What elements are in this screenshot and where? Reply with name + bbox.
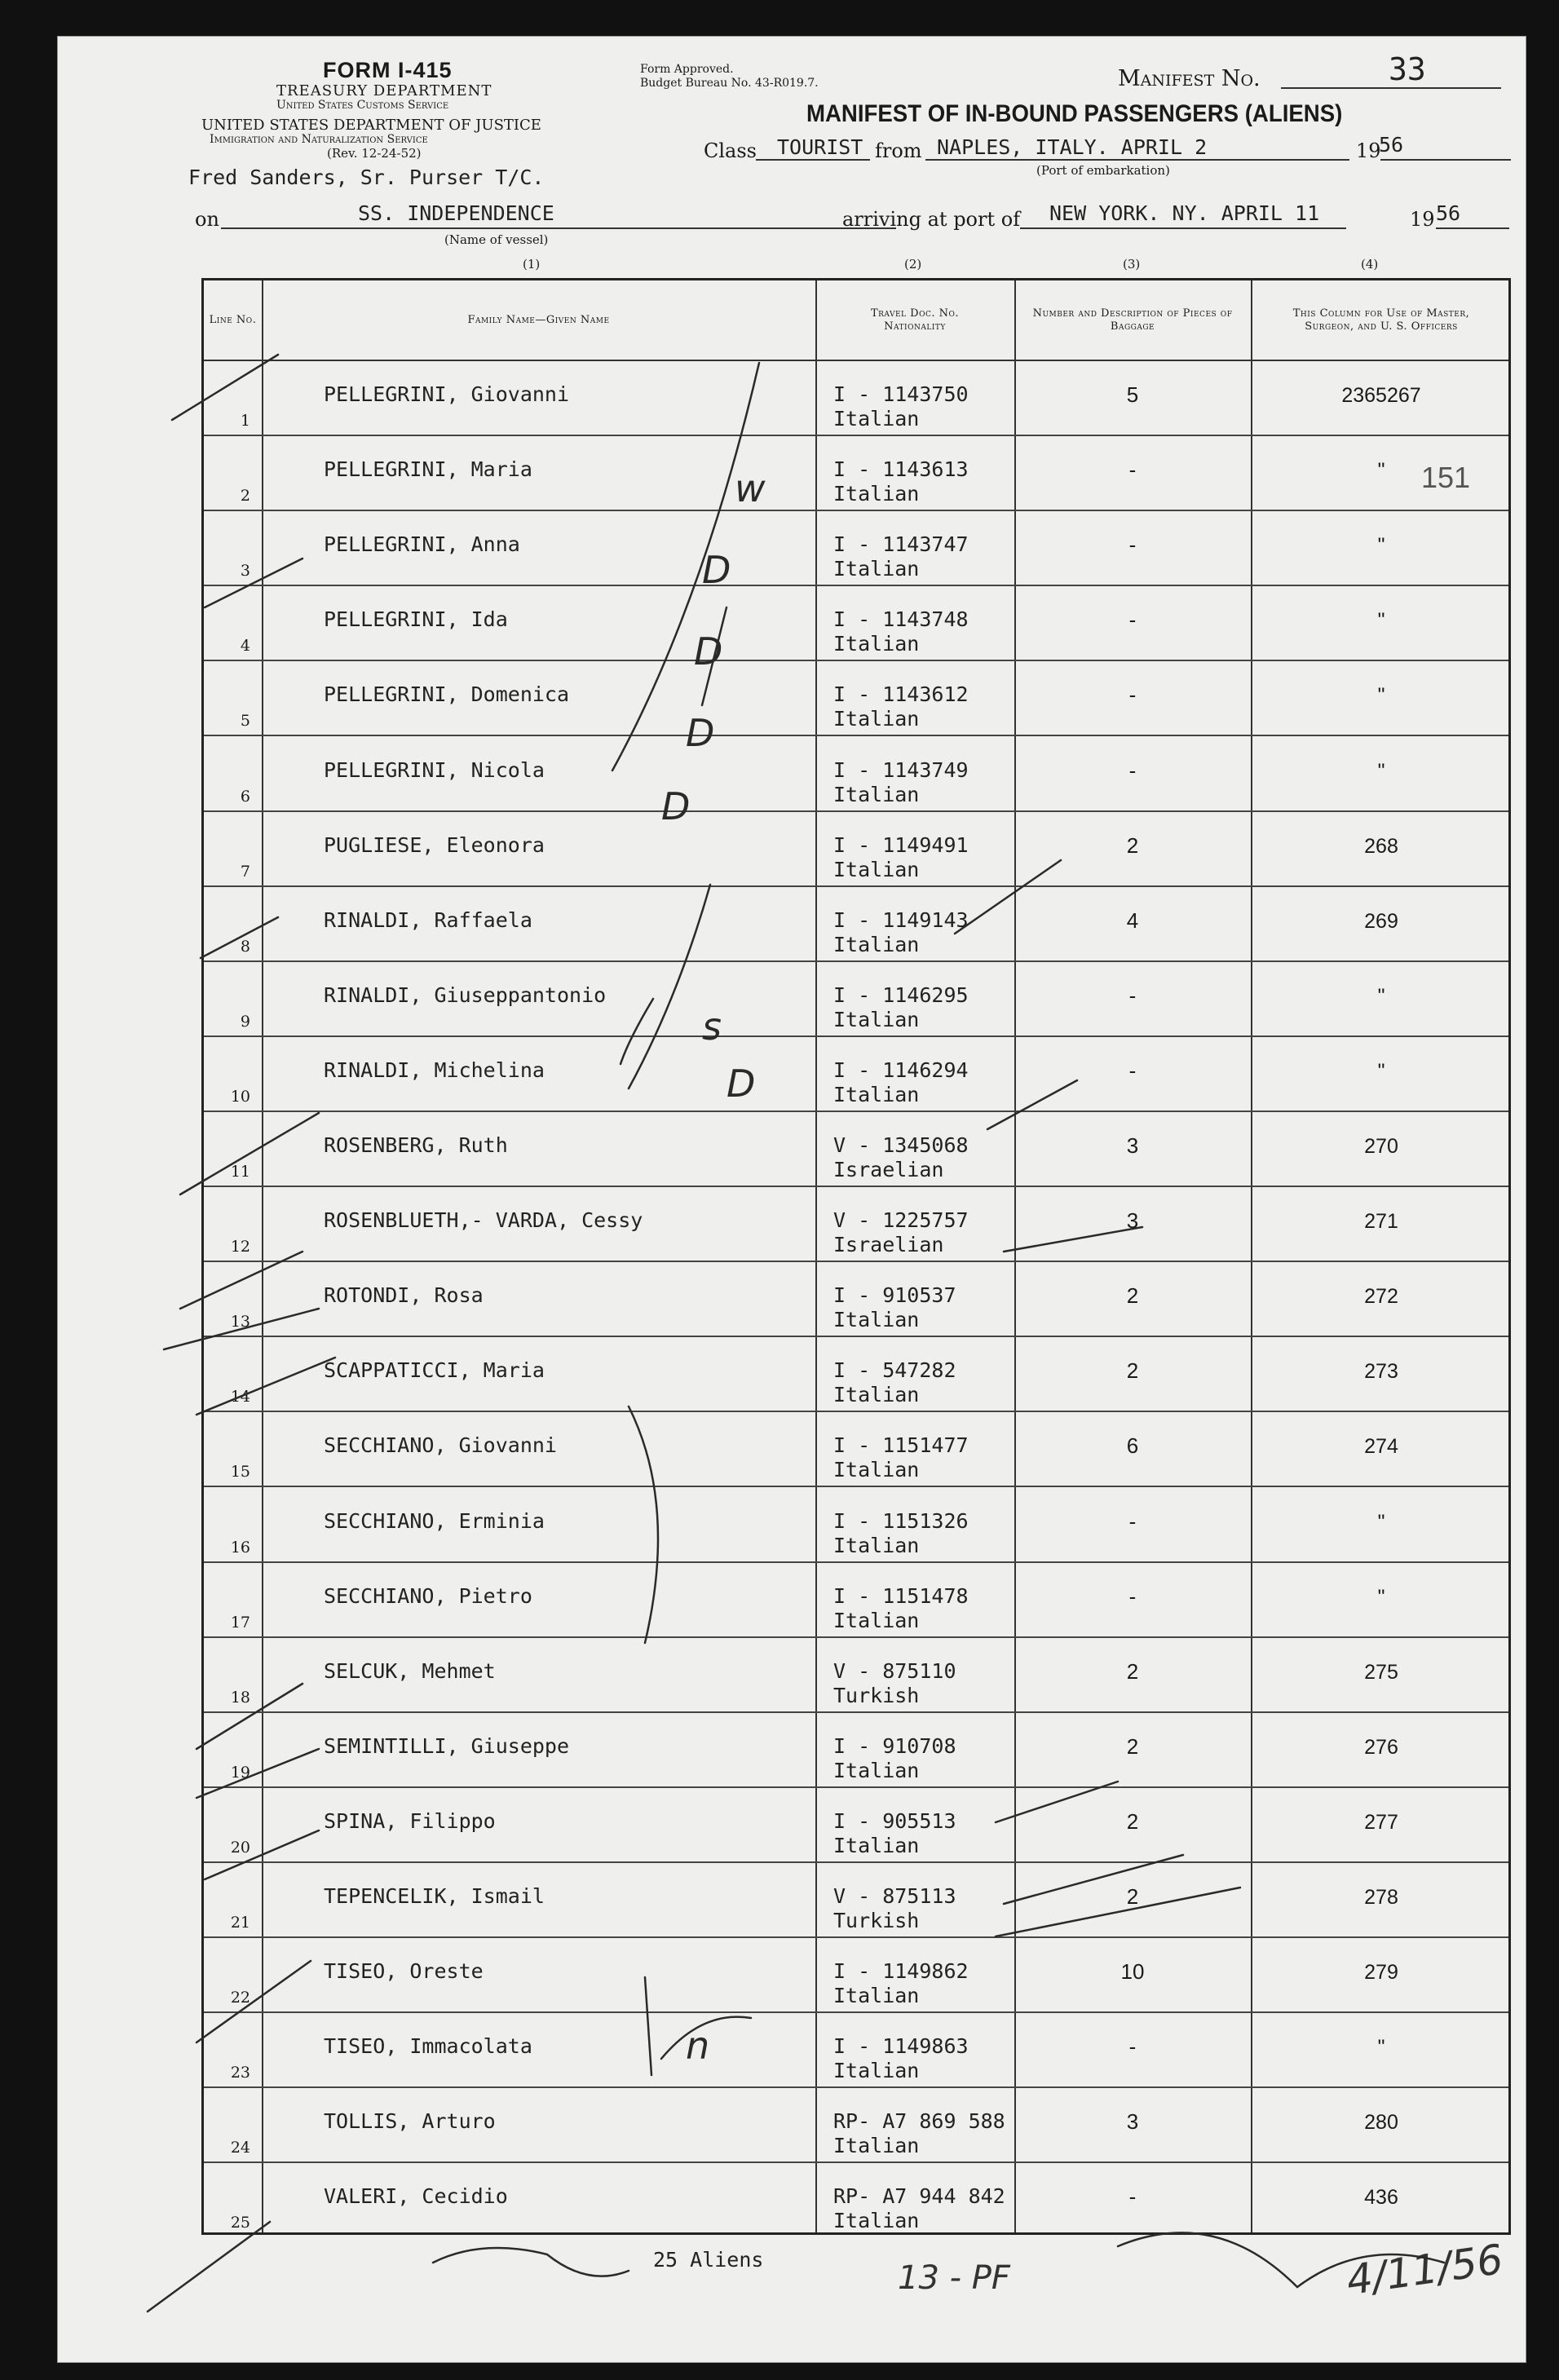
officer-note: " bbox=[1377, 1510, 1385, 1534]
officer-note: " bbox=[1377, 1585, 1385, 1609]
passenger-name: SECCHIANO, Giovanni bbox=[324, 1433, 557, 1458]
line-number: 6 bbox=[240, 787, 250, 806]
officer-note: 268 bbox=[1364, 834, 1398, 858]
travel-doc-number: I - 1149491 bbox=[833, 832, 969, 857]
officer-note: 271 bbox=[1364, 1210, 1398, 1234]
svg-text:D: D bbox=[727, 1062, 756, 1106]
arriving-label: arriving at port of bbox=[842, 208, 1021, 231]
ins-service: Immigration and Naturalization Service bbox=[210, 133, 428, 146]
officer-note: 436 bbox=[1364, 2186, 1398, 2210]
passenger-name: SPINA, Filippo bbox=[324, 1808, 496, 1833]
nationality: Italian bbox=[833, 482, 920, 506]
passenger-name: TEPENCELIK, Ismail bbox=[324, 1884, 545, 1908]
travel-doc-number: I - 547282 bbox=[833, 1358, 956, 1383]
passenger-name: SCAPPATICCI, Maria bbox=[324, 1358, 545, 1383]
line-number: 22 bbox=[230, 1989, 250, 2007]
nationality: Italian bbox=[833, 1984, 920, 2008]
customs-service: United States Customs Service bbox=[276, 99, 449, 112]
passenger-name: VALERI, Cecidio bbox=[324, 2184, 508, 2209]
baggage-count: 2 bbox=[1126, 1733, 1139, 1759]
passenger-name: ROSENBERG, Ruth bbox=[324, 1133, 508, 1157]
nationality: Italian bbox=[833, 2059, 920, 2083]
officer-note: " bbox=[1377, 984, 1385, 1008]
header-baggage: Number and Description of Pieces of Baggage bbox=[1032, 307, 1233, 333]
passenger-name: PELLEGRINI, Nicola bbox=[324, 757, 545, 782]
baggage-count: - bbox=[1128, 1058, 1137, 1083]
travel-doc-number: I - 1146295 bbox=[833, 982, 969, 1007]
form-approved: Form Approved. bbox=[640, 63, 734, 76]
header-officers: This Column for Use of Master, Surgeon, and U. S. Officers bbox=[1292, 307, 1470, 333]
svg-text:n: n bbox=[686, 2024, 710, 2068]
officer-note: 277 bbox=[1364, 1810, 1398, 1834]
on-label: on bbox=[195, 208, 219, 231]
travel-doc-number: I - 1143747 bbox=[833, 532, 969, 557]
officer-note: 269 bbox=[1364, 909, 1398, 933]
passenger-name: PELLEGRINI, Giovanni bbox=[324, 382, 570, 406]
baggage-count: - bbox=[1128, 982, 1137, 1008]
line-number: 11 bbox=[230, 1163, 250, 1181]
treasury-dept: TREASURY DEPARTMENT bbox=[276, 82, 492, 99]
passenger-name: RINALDI, Raffaela bbox=[324, 907, 532, 932]
passenger-name: PUGLIESE, Eleonora bbox=[324, 832, 545, 857]
line-number: 16 bbox=[230, 1538, 250, 1556]
baggage-count: 6 bbox=[1126, 1433, 1139, 1459]
nationality: Italian bbox=[833, 2209, 920, 2233]
line-number: 7 bbox=[240, 862, 250, 881]
officer-note: " bbox=[1377, 1059, 1385, 1083]
svg-text:s: s bbox=[702, 1005, 722, 1049]
passenger-name: SEMINTILLI, Giuseppe bbox=[324, 1733, 570, 1758]
passenger-name: SECCHIANO, Pietro bbox=[324, 1583, 532, 1608]
line-number: 18 bbox=[230, 1688, 250, 1707]
passenger-name: SECCHIANO, Erminia bbox=[324, 1508, 545, 1533]
nationality: Italian bbox=[833, 932, 920, 956]
travel-doc-number: I - 1151477 bbox=[833, 1433, 969, 1458]
nationality: Turkish bbox=[833, 1683, 920, 1707]
nationality: Israelian bbox=[833, 1233, 944, 1257]
line-number: 12 bbox=[230, 1238, 250, 1256]
handwritten-code: 13 - PF bbox=[898, 2259, 1010, 2297]
passenger-name: RINALDI, Giuseppantonio bbox=[324, 982, 607, 1007]
baggage-count: - bbox=[1128, 2034, 1137, 2060]
baggage-count: 2 bbox=[1126, 1808, 1139, 1834]
class-value: TOURIST bbox=[777, 135, 863, 159]
officer-note: 273 bbox=[1364, 1360, 1398, 1384]
passenger-name: RINALDI, Michelina bbox=[324, 1058, 545, 1082]
line-number: 10 bbox=[230, 1087, 250, 1106]
line-number: 15 bbox=[230, 1463, 250, 1481]
nationality: Italian bbox=[833, 782, 920, 806]
baggage-count: - bbox=[1128, 1583, 1137, 1609]
officer-note: " bbox=[1377, 2036, 1385, 2060]
header-travel-doc: Travel Doc. No. Nationality bbox=[870, 307, 959, 333]
travel-doc-number: I - 1149863 bbox=[833, 2034, 969, 2059]
nationality: Italian bbox=[833, 1007, 920, 1031]
passenger-name: PELLEGRINI, Maria bbox=[324, 457, 532, 482]
handwritten-marks bbox=[58, 37, 1526, 2362]
justice-dept: UNITED STATES DEPARTMENT OF JUSTICE bbox=[201, 117, 541, 134]
svg-text:D: D bbox=[661, 784, 691, 828]
svg-text:w: w bbox=[735, 466, 766, 510]
officer-note: 275 bbox=[1364, 1660, 1398, 1684]
baggage-count: 3 bbox=[1126, 2109, 1139, 2135]
baggage-count: - bbox=[1128, 682, 1137, 708]
travel-doc-number: I - 910708 bbox=[833, 1733, 956, 1758]
baggage-count: - bbox=[1128, 607, 1137, 633]
nationality: Italian bbox=[833, 857, 920, 881]
vessel-name: SS. INDEPENDENCE bbox=[358, 201, 554, 225]
officer-note: 279 bbox=[1364, 1961, 1398, 1985]
travel-doc-number: I - 1149143 bbox=[833, 907, 969, 932]
line-number: 13 bbox=[230, 1313, 250, 1331]
passenger-name: PELLEGRINI, Anna bbox=[324, 532, 520, 557]
from-label: from bbox=[875, 139, 922, 162]
col-number-2: (2) bbox=[904, 257, 922, 272]
nationality: Italian bbox=[833, 1308, 920, 1332]
baggage-count: 2 bbox=[1126, 1658, 1139, 1684]
line-number: 20 bbox=[230, 1838, 250, 1857]
nationality: Italian bbox=[833, 1082, 920, 1106]
baggage-count: - bbox=[1128, 2184, 1137, 2210]
baggage-count: 2 bbox=[1126, 1884, 1139, 1909]
travel-doc-number: I - 1143613 bbox=[833, 457, 969, 482]
travel-doc-number: I - 910537 bbox=[833, 1283, 956, 1308]
travel-doc-number: I - 1151326 bbox=[833, 1508, 969, 1533]
nationality: Italian bbox=[833, 707, 920, 731]
passenger-name: PELLEGRINI, Domenica bbox=[324, 682, 570, 707]
officer-note: " bbox=[1377, 609, 1385, 633]
nationality: Turkish bbox=[833, 1909, 920, 1932]
nationality: Italian bbox=[833, 407, 920, 431]
travel-doc-number: I - 1143749 bbox=[833, 757, 969, 782]
travel-doc-number: I - 1143748 bbox=[833, 607, 969, 632]
nationality: Italian bbox=[833, 1533, 920, 1557]
baggage-count: 2 bbox=[1126, 1283, 1139, 1309]
nationality: Italian bbox=[833, 1608, 920, 1632]
line-number: 19 bbox=[230, 1763, 250, 1782]
nationality: Italian bbox=[833, 557, 920, 581]
passenger-name: ROTONDI, Rosa bbox=[324, 1283, 484, 1308]
arrival-port: NEW YORK. NY. APRIL 11 bbox=[1049, 201, 1320, 225]
baggage-count: - bbox=[1128, 457, 1137, 483]
officer-note: 270 bbox=[1364, 1135, 1398, 1158]
baggage-count: 3 bbox=[1126, 1208, 1139, 1234]
baggage-count: 10 bbox=[1120, 1959, 1145, 1985]
line-number: 4 bbox=[240, 637, 250, 656]
from-year-prefix: 19 bbox=[1356, 139, 1381, 162]
baggage-count: - bbox=[1128, 757, 1137, 783]
line-number: 1 bbox=[240, 412, 250, 431]
revision: (Rev. 12-24-52) bbox=[327, 146, 422, 161]
passenger-name: TOLLIS, Arturo bbox=[324, 2109, 496, 2134]
vessel-caption: (Name of vessel) bbox=[444, 232, 549, 247]
page-title: MANIFEST OF IN-BOUND PASSENGERS (ALIENS) bbox=[806, 100, 1343, 127]
passenger-name: TISEO, Oreste bbox=[324, 1959, 484, 1984]
margin-number: 151 bbox=[1421, 461, 1471, 494]
passenger-name: SELCUK, Mehmet bbox=[324, 1658, 496, 1683]
officer-note: 272 bbox=[1364, 1285, 1398, 1309]
handwritten-date: 4/11/56 bbox=[1343, 2235, 1506, 2305]
baggage-count: 3 bbox=[1126, 1133, 1139, 1158]
officer-note: 2365267 bbox=[1341, 384, 1421, 407]
from-year: 56 bbox=[1379, 133, 1404, 157]
nationality: Italian bbox=[833, 1458, 920, 1482]
line-number: 21 bbox=[230, 1914, 250, 1932]
nationality: Italian bbox=[833, 2134, 920, 2158]
officer-note: " bbox=[1377, 759, 1385, 783]
officer-note: 280 bbox=[1364, 2111, 1398, 2135]
col-number-4: (4) bbox=[1361, 257, 1379, 272]
passenger-name: TISEO, Immacolata bbox=[324, 2034, 532, 2059]
budget-bureau: Budget Bureau No. 43-R019.7. bbox=[640, 77, 819, 90]
officer-note: " bbox=[1377, 534, 1385, 558]
col-number-1: (1) bbox=[523, 257, 541, 272]
baggage-count: 2 bbox=[1126, 832, 1139, 858]
form-number: FORM I-415 bbox=[323, 58, 453, 82]
baggage-count: 2 bbox=[1126, 1358, 1139, 1384]
travel-doc-number: I - 905513 bbox=[833, 1808, 956, 1833]
travel-doc-number: I - 1143750 bbox=[833, 382, 969, 406]
line-number: 5 bbox=[240, 712, 250, 731]
col-number-3: (3) bbox=[1123, 257, 1141, 272]
nationality: Italian bbox=[833, 632, 920, 656]
line-number: 14 bbox=[230, 1388, 250, 1406]
officer-note: 276 bbox=[1364, 1735, 1398, 1759]
travel-doc-number: V - 1345068 bbox=[833, 1133, 969, 1157]
embarkation-caption: (Port of embarkation) bbox=[1036, 163, 1170, 178]
travel-doc-number: RP- A7 944 842 bbox=[833, 2184, 1005, 2209]
line-number: 9 bbox=[240, 1012, 250, 1031]
arrival-year: 56 bbox=[1436, 201, 1461, 225]
svg-text:D: D bbox=[686, 711, 715, 755]
nationality: Israelian bbox=[833, 1158, 944, 1181]
line-number: 17 bbox=[230, 1613, 250, 1632]
arrival-year-prefix: 19 bbox=[1410, 208, 1435, 231]
line-number: 3 bbox=[240, 562, 250, 581]
manifest-label: Manifest No. bbox=[1118, 66, 1261, 91]
travel-doc-number: V - 1225757 bbox=[833, 1208, 969, 1233]
baggage-count: - bbox=[1128, 1508, 1137, 1534]
travel-doc-number: V - 875110 bbox=[833, 1658, 956, 1683]
class-label: Class bbox=[704, 139, 757, 162]
officer-note: 278 bbox=[1364, 1886, 1398, 1909]
baggage-count: 4 bbox=[1126, 907, 1139, 933]
aliens-count: 25 Aliens bbox=[653, 2248, 764, 2272]
manifest-sheet bbox=[57, 36, 1526, 2363]
officer-note: " bbox=[1377, 684, 1385, 708]
nationality: Italian bbox=[833, 1758, 920, 1782]
svg-text:D: D bbox=[702, 548, 731, 592]
line-number: 24 bbox=[230, 2139, 250, 2157]
header-line-no: Line No. bbox=[209, 313, 257, 326]
officer-note: " bbox=[1377, 459, 1385, 483]
travel-doc-number: V - 875113 bbox=[833, 1884, 956, 1908]
line-number: 2 bbox=[240, 487, 250, 506]
nationality: Italian bbox=[833, 1833, 920, 1857]
passenger-name: ROSENBLUETH,- VARDA, Cessy bbox=[324, 1208, 643, 1233]
svg-text:D: D bbox=[694, 629, 723, 673]
nationality: Italian bbox=[833, 1383, 920, 1407]
travel-doc-number: RP- A7 869 588 bbox=[833, 2109, 1005, 2134]
travel-doc-number: I - 1151478 bbox=[833, 1583, 969, 1608]
travel-doc-number: I - 1149862 bbox=[833, 1959, 969, 1984]
header-name: Family Name—Given Name bbox=[467, 313, 610, 326]
baggage-count: - bbox=[1128, 532, 1137, 558]
baggage-count: 5 bbox=[1126, 382, 1139, 407]
travel-doc-number: I - 1143612 bbox=[833, 682, 969, 707]
travel-doc-number: I - 1146294 bbox=[833, 1058, 969, 1082]
line-number: 25 bbox=[230, 2214, 250, 2232]
officer-note: 274 bbox=[1364, 1435, 1398, 1459]
line-number: 23 bbox=[230, 2064, 250, 2082]
passenger-name: PELLEGRINI, Ida bbox=[324, 607, 508, 632]
line-number: 8 bbox=[240, 937, 250, 956]
manifest-number: 33 bbox=[1389, 51, 1426, 87]
embarkation-value: NAPLES, ITALY. APRIL 2 bbox=[937, 135, 1208, 159]
purser-name: Fred Sanders, Sr. Purser T/C. bbox=[188, 166, 545, 189]
